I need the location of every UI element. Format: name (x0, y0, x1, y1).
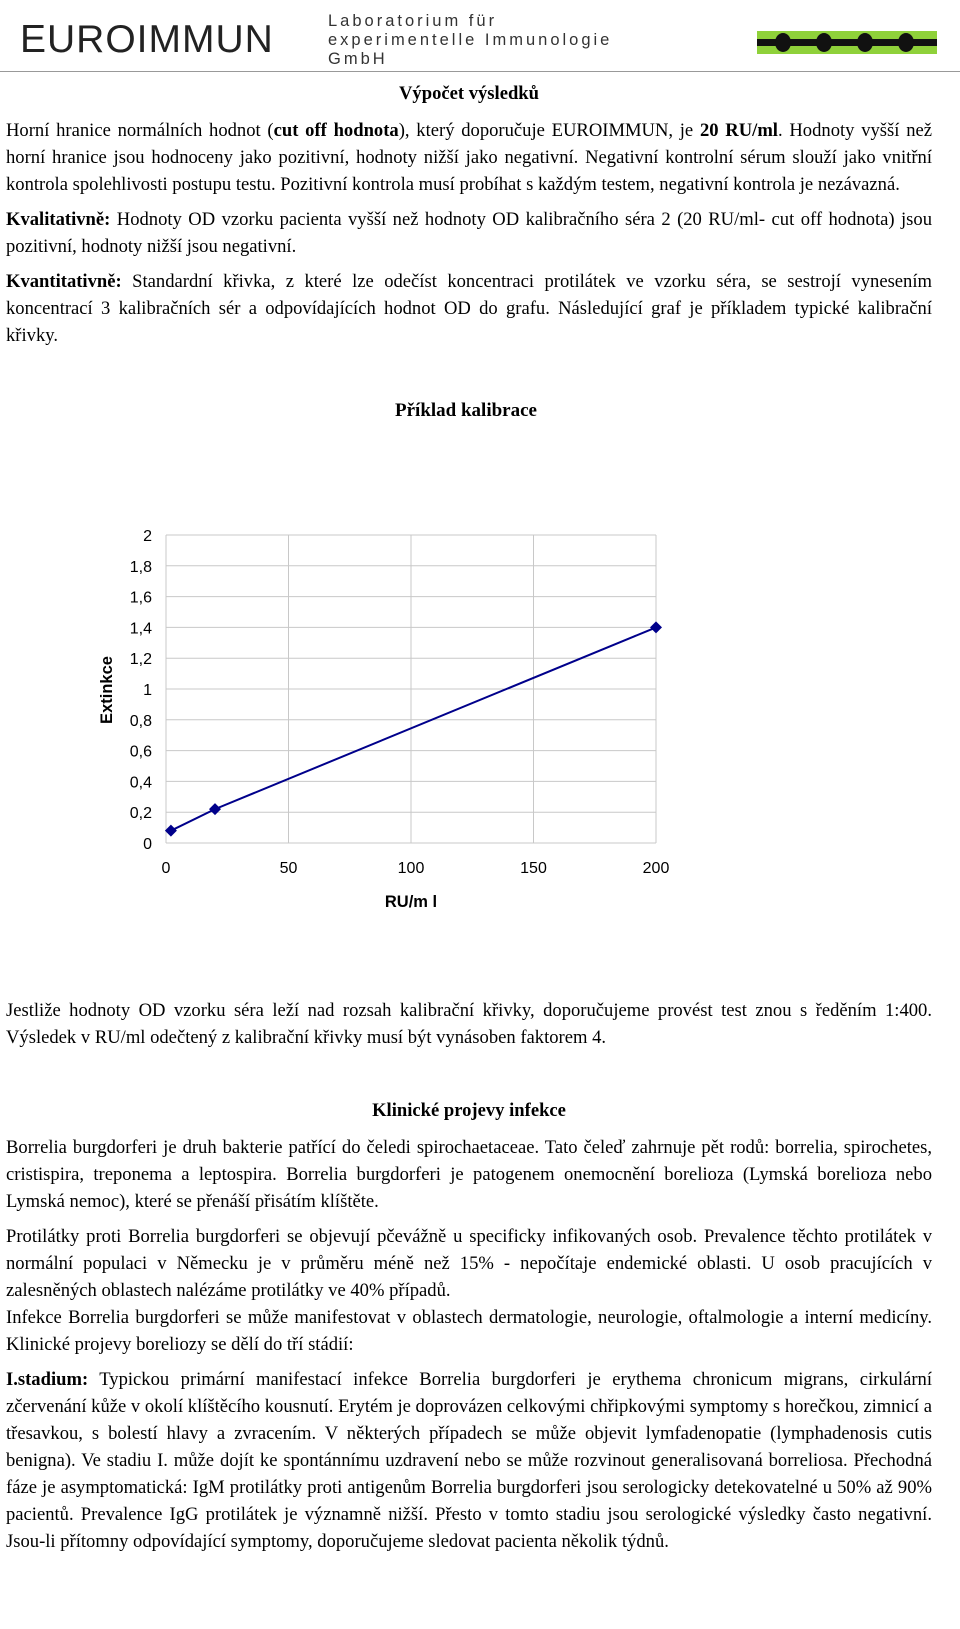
paragraph-quantitative (6, 268, 932, 349)
chart-title: Příklad kalibrace (395, 400, 537, 421)
cutoff-term: cut off hodnota (273, 120, 399, 141)
euroimmun-logo: EUROIMMUN (20, 18, 274, 61)
x-tick-label: 100 (397, 860, 425, 877)
x-tick-label: 0 (161, 860, 171, 877)
data-point-marker (209, 803, 221, 815)
text-run: Horní hranice normálních hodnot ( (6, 120, 274, 141)
x-tick-label: 200 (642, 860, 670, 877)
lower-section (6, 997, 932, 1555)
paragraph-borrelia: Borrelia burgdorferi je druh bakterie patřící do čeledi spirochaetaceae. Tato čeleď zahrnuje pět rodů: borrelia, spirochetes, cristispira, treponema a leptospira. Borrelia burgdorferi je patogenem onemocnění borelioza (Lymská borelioza nebo Lymská nemoc), které se přenáší přisátím klíštěte. (6, 1137, 932, 1212)
text-run: Typickou primární manifestací infekce Borrelia burgdorferi je erythema chronicum migrans, cirkulární zčervenání kůže v okolí klíštěcího kousnutí. Erytém je doprovázen celkovými chřipkovými symptomy s horečkou, zimnicí a třesavkou, s bolestí hlavy a zvracením. V některých případech se může objevit lymfadenopatie (lymphadenosis cutis benigna). Ve stadiu I. může dojít ke spontánnímu uzdravení nebo se může rozvinout generalisovaná borreliosa. Přechodná fáze je asymptomatická: IgM protilátky proti antigenům Borrelia burgdorferi jsou serologicky detekovatelné u 50% až 90% pacientů. Prevalence IgG protilátek je významně nižší. Přesto v tomto stadiu jsou serologické výsledky často negativní. Jsou-li přítomny odpovídající symptomy, doporučujeme sledovat pacienta několik týdnů. (6, 1369, 932, 1552)
y-tick-label: 2 (143, 528, 152, 545)
paragraph-stage-1 (6, 1366, 932, 1555)
calibration-chart (0, 520, 960, 920)
paragraph-qualitative (6, 206, 932, 260)
section-title-results: Výpočet výsledků (399, 83, 539, 104)
y-tick-label: 0,4 (129, 774, 152, 792)
y-tick-label: 1,8 (129, 558, 152, 576)
text-run: Standardní křivka, z které lze odečíst koncentraci protilátek ve vzorku séra, se sestrojí vynesením koncentrací 3 kalibračních sér a odpovídajících hodnot OD do grafu. Následující graf je příkladem typické kalibrační křivky. (6, 271, 932, 346)
subtitle-line-1: Laboratorium für (328, 12, 498, 30)
subtitle-line-2: experimentelle Immunologie (328, 31, 613, 49)
qualitative-label: Kvalitativně: (6, 209, 111, 230)
header-divider (0, 71, 960, 72)
quantitative-label: Kvantitativně: (6, 271, 122, 292)
y-tick-label: 1,4 (129, 620, 152, 638)
stage-1-label: I.stadium: (6, 1369, 89, 1390)
y-tick-label: 0,8 (129, 712, 152, 730)
document-header (0, 0, 960, 72)
y-tick-label: 0 (143, 836, 152, 853)
results-section (6, 78, 932, 349)
y-tick-label: 0,2 (129, 805, 152, 823)
x-tick-label: 50 (279, 860, 298, 877)
paragraph-dilution: Jestliže hodnoty OD vzorku séra leží nad rozsah kalibrační křivky, doporučujeme provést test znou s ředěním 1:400. Výsledek v RU/ml odečtený z kalibrační křivky musí být vynásoben faktorem 4. (6, 1000, 932, 1048)
y-axis-label: Extinkce (98, 656, 116, 724)
y-tick-label: 0,6 (129, 743, 152, 761)
company-subtitle (328, 12, 612, 69)
y-tick-label: 1 (143, 682, 152, 699)
paragraph-cutoff (6, 117, 932, 198)
y-tick-label: 1,6 (129, 589, 152, 607)
paragraph-manifestation: Infekce Borrelia burgdorferi se může manifestovat v oblastech dermatologie, neurologie, oftalmologie a interní medicíny. Klinické projevy boreliozy se dělí do tří stádií: (6, 1307, 932, 1355)
section-title-clinical: Klinické projevy infekce (372, 1100, 566, 1121)
y-tick-label: 1,2 (129, 651, 152, 669)
text-run: ), který doporučuje EUROIMMUN, je (398, 120, 700, 141)
cutoff-value: 20 RU/ml (699, 120, 778, 141)
data-point-marker (165, 825, 177, 837)
text-run: . Hodnoty vyšší než horní hranice jsou hodnoceny jako pozitivní, hodnoty nižší jako negativní. Negativní kontrolní sérum slouží jako vnitřní kontrola spolehlivosti postupu testu. Pozitivní kontrola musí probíhat s každým testem, negativní kontrola je nezávazná. (6, 120, 932, 195)
text-run: Hodnoty OD vzorku pacienta vyšší než hodnoty OD kalibračního séra 2 (20 RU/ml- cut off hodnota) jsou pozitivní, hodnoty nižší jsou negativní. (6, 209, 932, 257)
subtitle-line-3: GmbH (328, 50, 388, 68)
paragraph-antibodies: Protilátky proti Borrelia burgdorferi se objevují pčevážně u specificky infikovaných osob. Prevalence těchto protilátek v normální populaci v Německu je v průměru méně než 15% - nepočítaje endemické oblasti. U osob pracujících v zalesněných oblastech nalézáme protilátky ve 40% případů. (6, 1226, 932, 1301)
x-axis-label: RU/m l (384, 893, 438, 911)
data-point-marker (650, 621, 662, 633)
x-tick-label: 150 (520, 860, 547, 877)
